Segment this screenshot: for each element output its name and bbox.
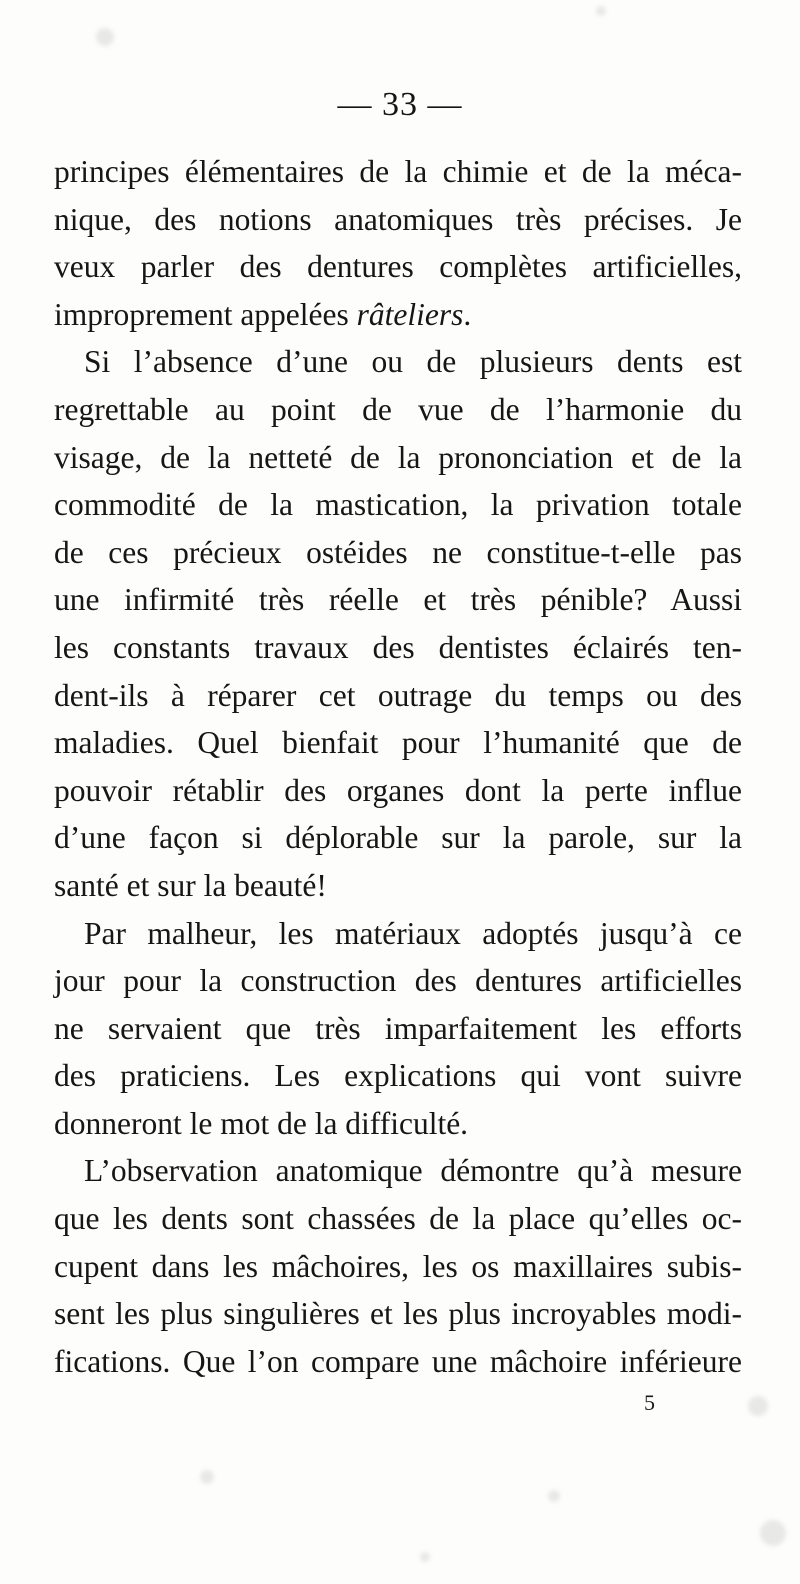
paragraph-2 bbox=[54, 338, 742, 909]
text-line: visage, de la netteté de la prononciation et de la bbox=[54, 439, 742, 475]
text-line: ne servaient que très imparfaitement les efforts bbox=[54, 1010, 742, 1046]
text-line: les constants travaux des dentistes éclairés ten- bbox=[54, 629, 742, 665]
text-line bbox=[54, 291, 742, 339]
text-line: principes élémentaires de la chimie et de la méca- bbox=[54, 154, 742, 189]
text-line: maladies. Quel bienfait pour l’humanité que de bbox=[54, 725, 742, 761]
text-line: L’observation anatomique démontre qu’à mesure bbox=[84, 1153, 742, 1189]
text-line: regrettable au point de vue de l’harmonie du bbox=[54, 391, 742, 427]
text-line: nique, des notions anatomiques très précises. Je bbox=[54, 201, 742, 237]
text-line: d’une façon si déplorable sur la parole, sur la bbox=[54, 820, 742, 856]
text-line: Si l’absence d’une ou de plusieurs dents est bbox=[84, 344, 742, 380]
scan-speck bbox=[748, 1396, 768, 1416]
text-line: que les dents sont chassées de la place qu’elles oc- bbox=[54, 1201, 742, 1237]
text-line: fications. Que l’on compare une mâchoire inférieure bbox=[54, 1343, 742, 1379]
scan-speck bbox=[548, 1490, 560, 1502]
scan-speck bbox=[96, 28, 114, 46]
text-line: sent les plus singulières et les plus incroyables modi- bbox=[54, 1296, 742, 1332]
text-line: donneront le mot de la difficulté. bbox=[54, 1105, 469, 1141]
text-line: jour pour la construction des dentures artificielles bbox=[54, 963, 742, 999]
scan-speck bbox=[200, 1470, 214, 1484]
italic-term: râteliers bbox=[356, 296, 464, 332]
text-line: de ces précieux ostéides ne constitue-t-elle pas bbox=[54, 534, 742, 570]
text-line: pouvoir rétablir des organes dont la perte influe bbox=[54, 772, 742, 808]
text-segment: improprement appelées bbox=[54, 296, 357, 332]
text-segment: . bbox=[463, 296, 472, 332]
text-line: veux parler des dentures complètes artificielles, bbox=[54, 249, 742, 285]
signature-mark: 5 bbox=[644, 1390, 655, 1415]
scan-speck bbox=[420, 1552, 430, 1562]
text-line: dent-ils à réparer cet outrage du temps ou des bbox=[54, 677, 742, 713]
body-text bbox=[54, 148, 742, 1385]
paragraph-3 bbox=[54, 910, 742, 1148]
paragraph-4 bbox=[54, 1147, 742, 1385]
text-line: commodité de la mastication, la privation totale bbox=[54, 487, 742, 523]
text-line: Par malheur, les matériaux adoptés jusqu’à ce bbox=[84, 915, 742, 951]
text-line: santé et sur la beauté! bbox=[54, 867, 327, 903]
text-line: des praticiens. Les explications qui vont suivre bbox=[54, 1058, 742, 1094]
page-number-header: — 33 — bbox=[337, 86, 463, 123]
paragraph-1 bbox=[54, 148, 742, 338]
text-line: une infirmité très réelle et très pénible? Aussi bbox=[54, 582, 742, 618]
scan-speck bbox=[760, 1520, 786, 1546]
text-line: cupent dans les mâchoires, les os maxillaires subis- bbox=[54, 1248, 742, 1284]
scan-speck bbox=[596, 6, 606, 16]
